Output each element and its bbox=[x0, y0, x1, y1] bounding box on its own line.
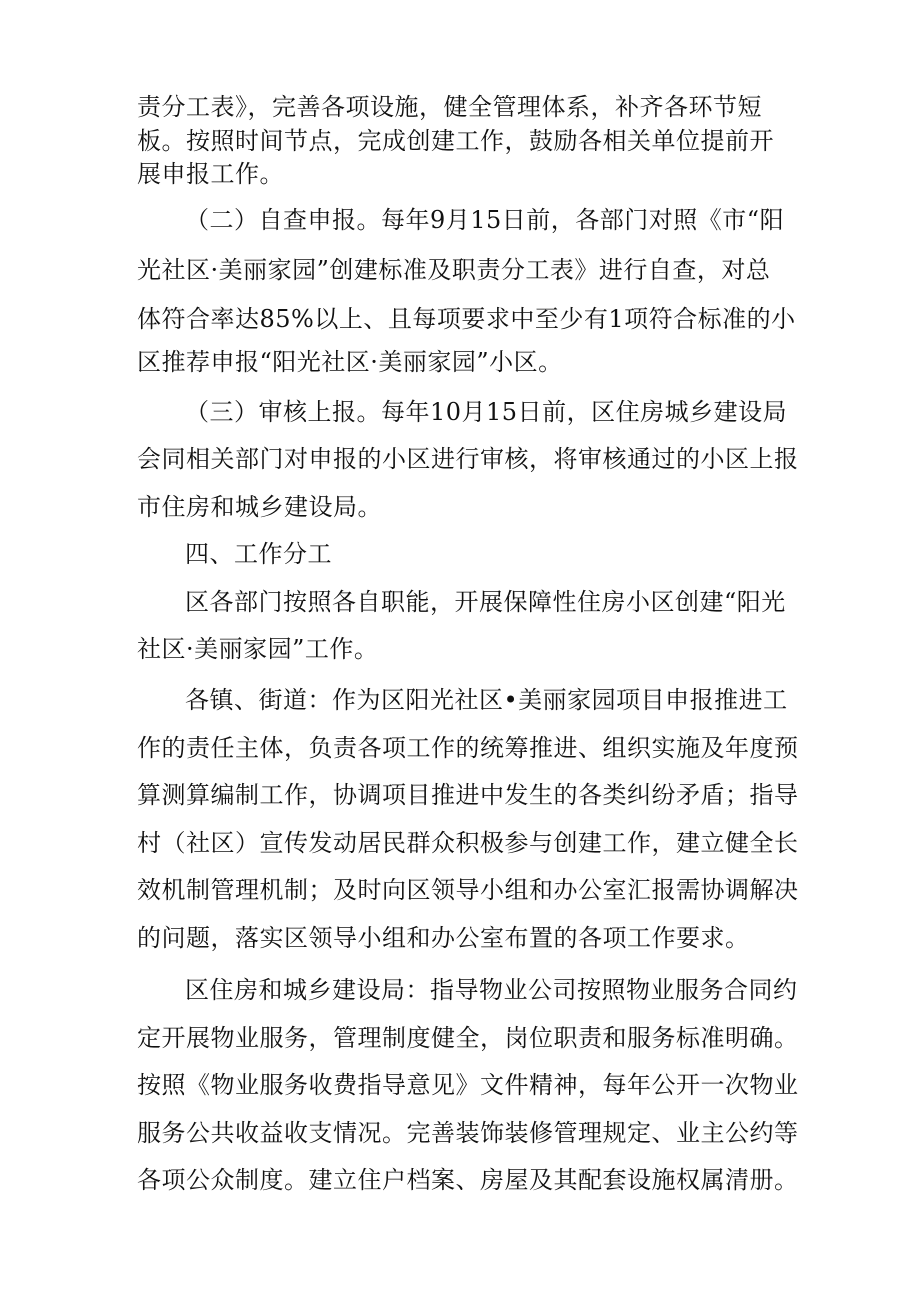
text-line: 区住房和城乡建设局：指导物业公司按照物业服务合同约 bbox=[185, 976, 798, 1004]
text-line: 社区·美丽家园”工作。 bbox=[137, 635, 379, 663]
text-line: 的问题，落实区领导小组和办公室布置的各项工作要求。 bbox=[137, 924, 750, 952]
text-line: 各项公众制度。建立住户档案、房屋及其配套设施权属清册。 bbox=[137, 1166, 799, 1194]
text-line: 区各部门按照各自职能，开展保障性住房小区创建“阳光 bbox=[185, 588, 786, 616]
text-line: 服务公共收益收支情况。完善装饰装修管理规定、业主公约等 bbox=[137, 1119, 799, 1147]
text-line: 按照《物业服务收费指导意见》文件精神，每年公开一次物业 bbox=[137, 1071, 799, 1099]
text-line: 作的责任主体，负责各项工作的统筹推进、组织实施及年度预 bbox=[137, 734, 799, 762]
text-line: 会同相关部门对申报的小区进行审核，将审核通过的小区上报 bbox=[137, 445, 799, 473]
text-line: 展申报工作。 bbox=[137, 160, 284, 188]
text-line: 体符合率达85%以上、且每项要求中至少有1项符合标准的小 bbox=[137, 305, 796, 333]
text-line: 板。按照时间节点，完成创建工作，鼓励各相关单位提前开 bbox=[137, 127, 774, 155]
text-line: 定开展物业服务，管理制度健全，岗位职责和服务标准明确。 bbox=[137, 1024, 799, 1052]
text-line: 光社区·美丽家园”创建标准及职责分工表》进行自查，对总 bbox=[137, 256, 771, 284]
section-heading: 四、工作分工 bbox=[185, 540, 332, 568]
text-line: （二）自查申报。每年9月15日前，各部门对照《市“阳 bbox=[185, 206, 785, 234]
text-line: 各镇、街道：作为区阳光社区•美丽家园项目申报推进工 bbox=[185, 686, 788, 714]
text-line: 区推荐申报“阳光社区·美丽家园”小区。 bbox=[137, 348, 563, 376]
text-line: 村（社区）宣传发动居民群众积极参与创建工作，建立健全长 bbox=[137, 829, 799, 857]
text-line: 市住房和城乡建设局。 bbox=[137, 493, 382, 521]
text-line: （三）审核上报。每年10月15日前，区住房城乡建设局 bbox=[185, 398, 788, 426]
text-line: 效机制管理机制；及时向区领导小组和办公室汇报需协调解决 bbox=[137, 876, 799, 904]
text-line: 算测算编制工作，协调项目推进中发生的各类纠纷矛盾；指导 bbox=[137, 781, 799, 809]
text-line: 责分工表》，完善各项设施，健全管理体系，补齐各环节短 bbox=[137, 93, 762, 121]
